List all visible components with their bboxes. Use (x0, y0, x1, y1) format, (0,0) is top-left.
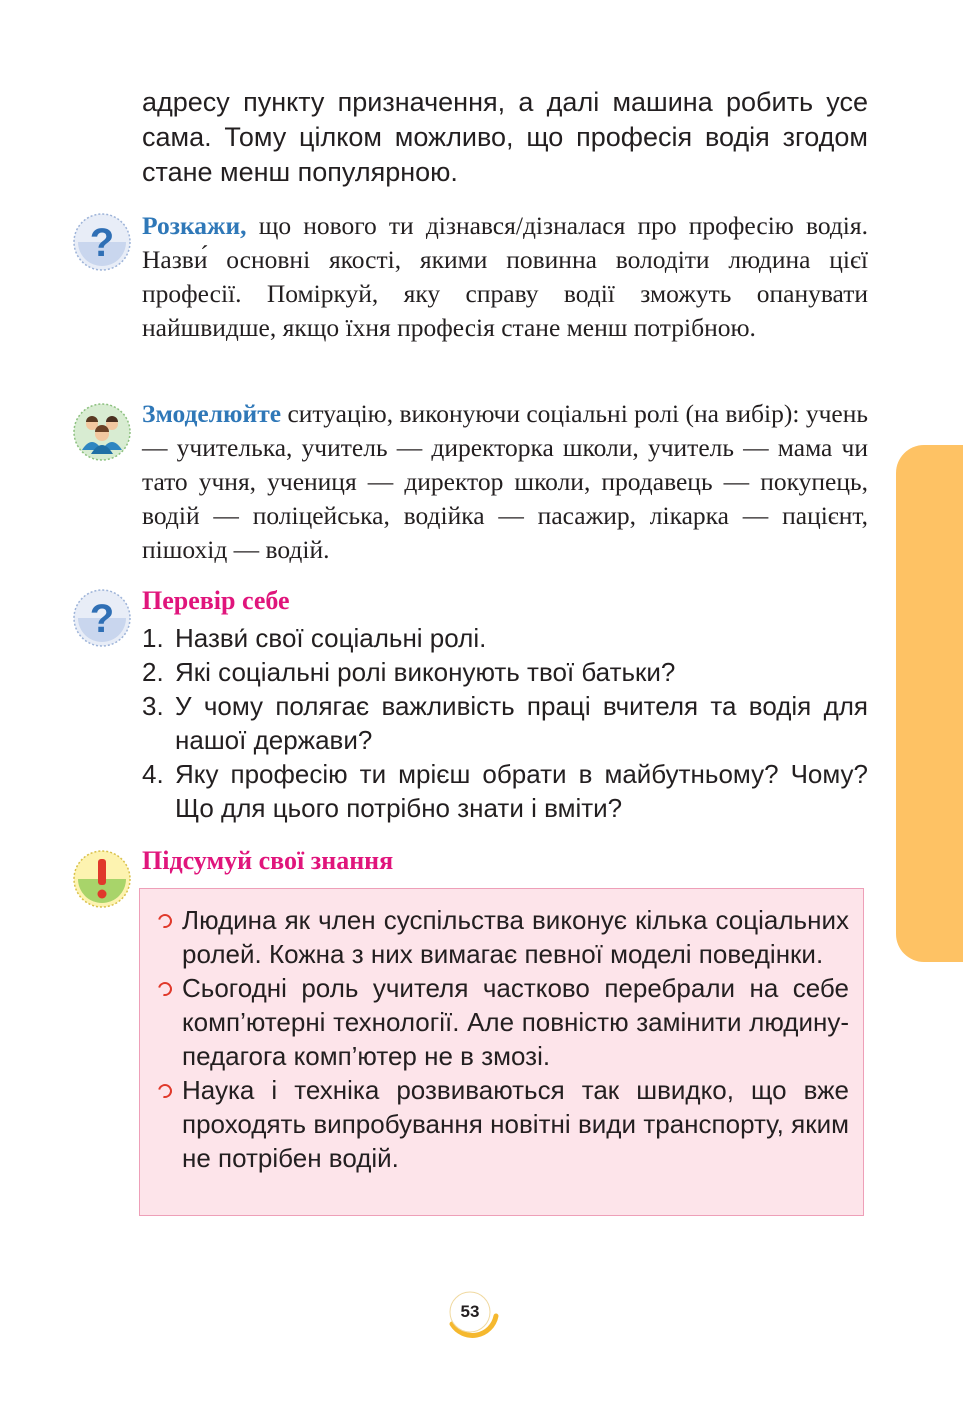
model-task-text: ситуацію, виконуючи соціальні ролі (на вибір): учень — учителька, учитель — директорка школи, учитель — мама чи тато учня, учениця — директор школи, продавець — покупець, водій — поліцейська, водійка — пасажир, лікарка — пацієнт, пішохід — водій. (142, 399, 868, 564)
side-tab (896, 445, 963, 962)
question-text: Які соціальні ролі виконують твої батьки? (175, 657, 676, 687)
exclamation-icon (72, 849, 132, 909)
page-number-text: 53 (460, 1302, 480, 1321)
summary-item-text: Людина як член суспільства виконує кілька соціальних ролей. Кожна з них вимагає певної моделі поведінки. (182, 905, 849, 969)
tell-task-lead: Розкажи, (142, 211, 247, 240)
question-item (142, 655, 868, 689)
question-text: Яку професію ти мрієш обрати в майбутньому? Чому? Що для цього потрібно знати і вміти? (175, 759, 868, 823)
question-icon (72, 212, 132, 272)
question-list (142, 621, 868, 825)
question-icon (72, 588, 132, 648)
svg-text:?: ? (89, 221, 115, 265)
summary-item-text: Сьогодні роль учителя частково перебрали на себе комп’ютерні технології. Але повністю замінити людину-педагога комп’ютер не в змозі. (182, 973, 849, 1071)
tell-task (142, 209, 868, 345)
model-task-lead: Змоделюйте (142, 399, 282, 428)
summary-item (150, 903, 849, 971)
page-number (448, 1290, 492, 1334)
tell-task-text: що нового ти дізнався/дізналася про професію водія. Назви́ основні якості, якими повинна володіти людина цієї професії. Поміркуй, яку справу водії зможуть опанувати найшвидше, якщо їхня професія стане менш потрібною. (142, 211, 868, 342)
group-people-icon (72, 402, 132, 462)
intro-paragraph: адресу пункту призначення, а далі машина робить усе сама. Тому цілком можливо, що професія водія згодом стане менш популярною. (142, 87, 868, 187)
summary-item (150, 1073, 849, 1175)
bullet-icon (155, 1081, 174, 1100)
bullet-icon (155, 979, 174, 998)
question-item (142, 621, 868, 655)
question-text: У чому полягає важливість праці вчителя та водія для нашої держави? (175, 691, 868, 755)
question-number: 1. (142, 623, 164, 653)
question-number: 2. (142, 657, 164, 687)
question-item (142, 757, 868, 825)
summary-title: Підсумуй свої знання (142, 846, 394, 875)
summary-item (150, 971, 849, 1073)
question-number: 3. (142, 691, 164, 721)
bullet-icon (155, 911, 174, 930)
question-text: Назви́ свої соціальні ролі. (175, 623, 487, 653)
summary-list (140, 889, 863, 1175)
check-yourself-title: Перевір себе (142, 586, 290, 615)
question-item (142, 689, 868, 757)
summary-box (139, 888, 864, 1216)
model-task (142, 397, 868, 567)
summary-item-text: Наука і техніка розвиваються так швидко, що вже проходять випробування новітні види транспорту, яким не потрібен водій. (182, 1075, 849, 1173)
svg-text:?: ? (89, 597, 115, 641)
question-number: 4. (142, 759, 164, 789)
